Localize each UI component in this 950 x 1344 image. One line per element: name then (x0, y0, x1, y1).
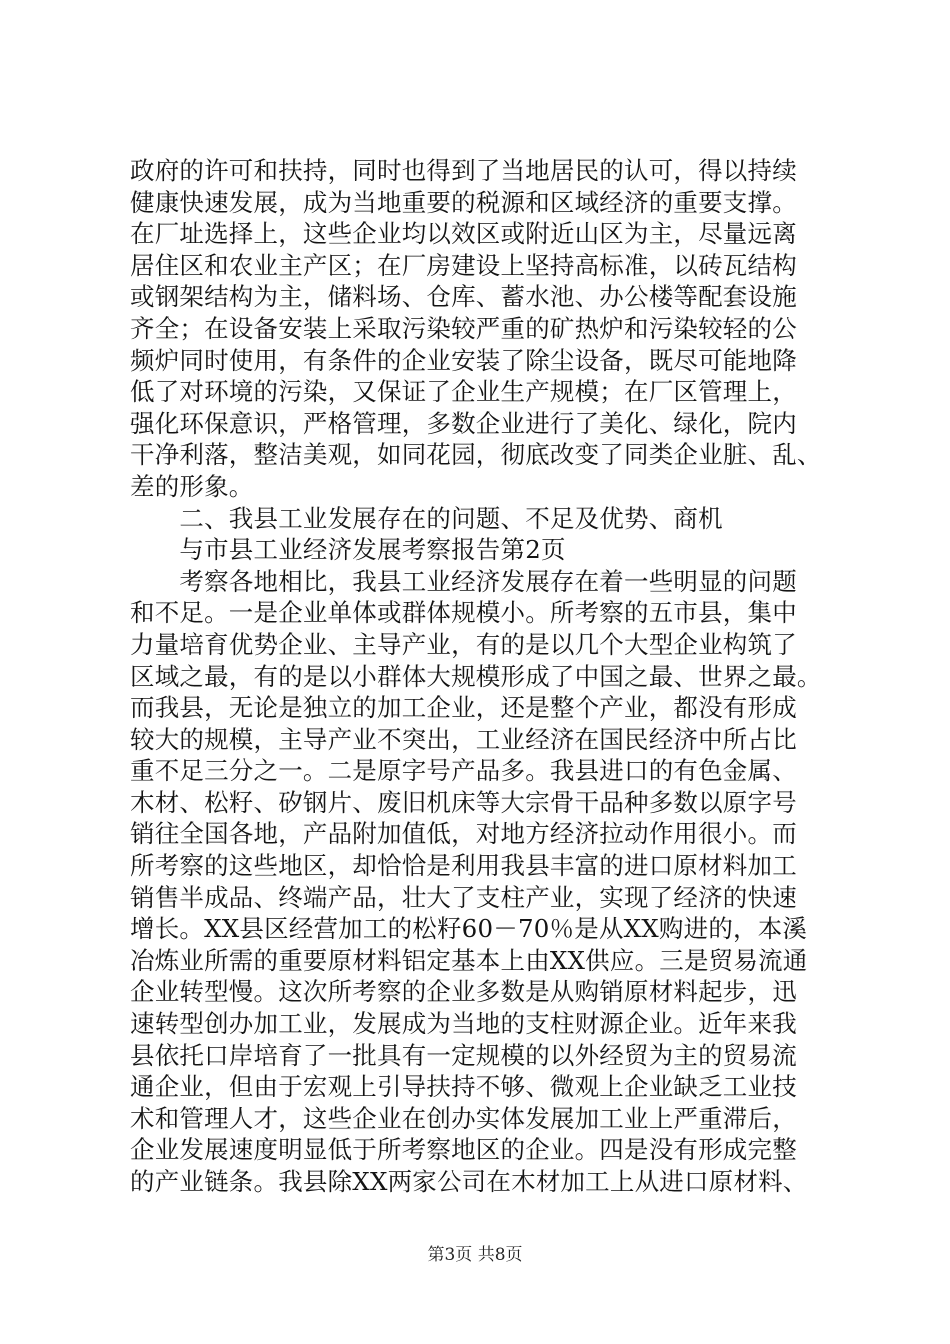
text-line: 企业发展速度明显低于所考察地区的企业。四是没有形成完整 (130, 1135, 797, 1165)
text-line: 和不足。一是企业单体或群体规模小。所考察的五市县，集中 (130, 598, 797, 628)
text-line: 或钢架结构为主，储料场、仓库、蓄水池、办公楼等配套设施 (130, 282, 797, 312)
text-line: 低了对环境的污染，又保证了企业生产规模；在厂区管理上， (130, 377, 797, 407)
text-line: 在厂址选择上，这些企业均以效区或附近山区为主，尽量远离 (130, 219, 797, 249)
section-heading: 二、我县工业发展存在的问题、不足及优势、商机 (130, 503, 723, 533)
text-line: 增长。XX县区经营加工的松籽60－70％是从XX购进的，本溪 (130, 914, 808, 944)
text-line: 强化环保意识，严格管理，多数企业进行了美化、绿化，院内 (130, 408, 797, 438)
text-line: 干净利落，整洁美观，如同花园，彻底改变了同类企业脏、乱、 (130, 440, 822, 470)
text-line: 县依托口岸培育了一批具有一定规模的以外经贸为主的贸易流 (130, 1040, 797, 1070)
text-line: 区域之最，有的是以小群体大规模形成了中国之最、世界之最。 (130, 661, 822, 691)
text-line: 木材、松籽、矽钢片、废旧机床等大宗骨干品种多数以原字号 (130, 787, 797, 817)
text-line: 术和管理人才，这些企业在创办实体发展加工业上严重滞后， (130, 1103, 797, 1133)
page-number-footer: 第3页 共8页 (427, 1245, 523, 1265)
text-line: 速转型创办加工业，发展成为当地的支柱财源企业。近年来我 (130, 1009, 797, 1039)
text-line: 较大的规模，主导产业不突出，工业经济在国民经济中所占比 (130, 724, 797, 754)
text-line: 冶炼业所需的重要原材料铝定基本上由XX供应。三是贸易流通 (130, 945, 808, 975)
text-line: 销往全国各地，产品附加值低，对地方经济拉动作用很小。而 (130, 819, 797, 849)
text-line: 频炉同时使用，有条件的企业安装了除尘设备，既尽可能地降 (130, 345, 797, 375)
text-line: 力量培育优势企业、主导产业，有的是以几个大型企业构筑了 (130, 629, 797, 659)
document-body (130, 155, 840, 1198)
text-line: 而我县，无论是独立的加工企业，还是整个产业，都没有形成 (130, 693, 797, 723)
text-line: 考察各地相比，我县工业经济发展存在着一些明显的问题 (130, 566, 797, 596)
text-line: 的产业链条。我县除XX两家公司在木材加工上从进口原材料、 (130, 1167, 808, 1196)
text-line: 齐全；在设备安装上采取污染较严重的矿热炉和污染较轻的公 (130, 313, 797, 343)
text-line: 政府的许可和扶持，同时也得到了当地居民的认可，得以持续 (130, 156, 797, 185)
section-subheading: 与市县工业经济发展考察报告第2页 (130, 535, 566, 565)
text-line: 通企业，但由于宏观上引导扶持不够、微观上企业缺乏工业技 (130, 1072, 797, 1102)
text-line: 居住区和农业主产区；在厂房建设上坚持高标准，以砖瓦结构 (130, 250, 797, 280)
text-line: 所考察的这些地区，却恰恰是利用我县丰富的进口原材料加工 (130, 851, 797, 881)
text-line: 企业转型慢。这次所考察的企业多数是从购销原材料起步，迅 (130, 977, 797, 1007)
text-line: 健康快速发展，成为当地重要的税源和区域经济的重要支撑。 (130, 187, 797, 217)
text-line: 销售半成品、终端产品，壮大了支柱产业，实现了经济的快速 (130, 882, 797, 912)
text-line: 差的形象。 (130, 471, 254, 501)
text-line: 重不足三分之一。二是原字号产品多。我县进口的有色金属、 (130, 756, 797, 786)
